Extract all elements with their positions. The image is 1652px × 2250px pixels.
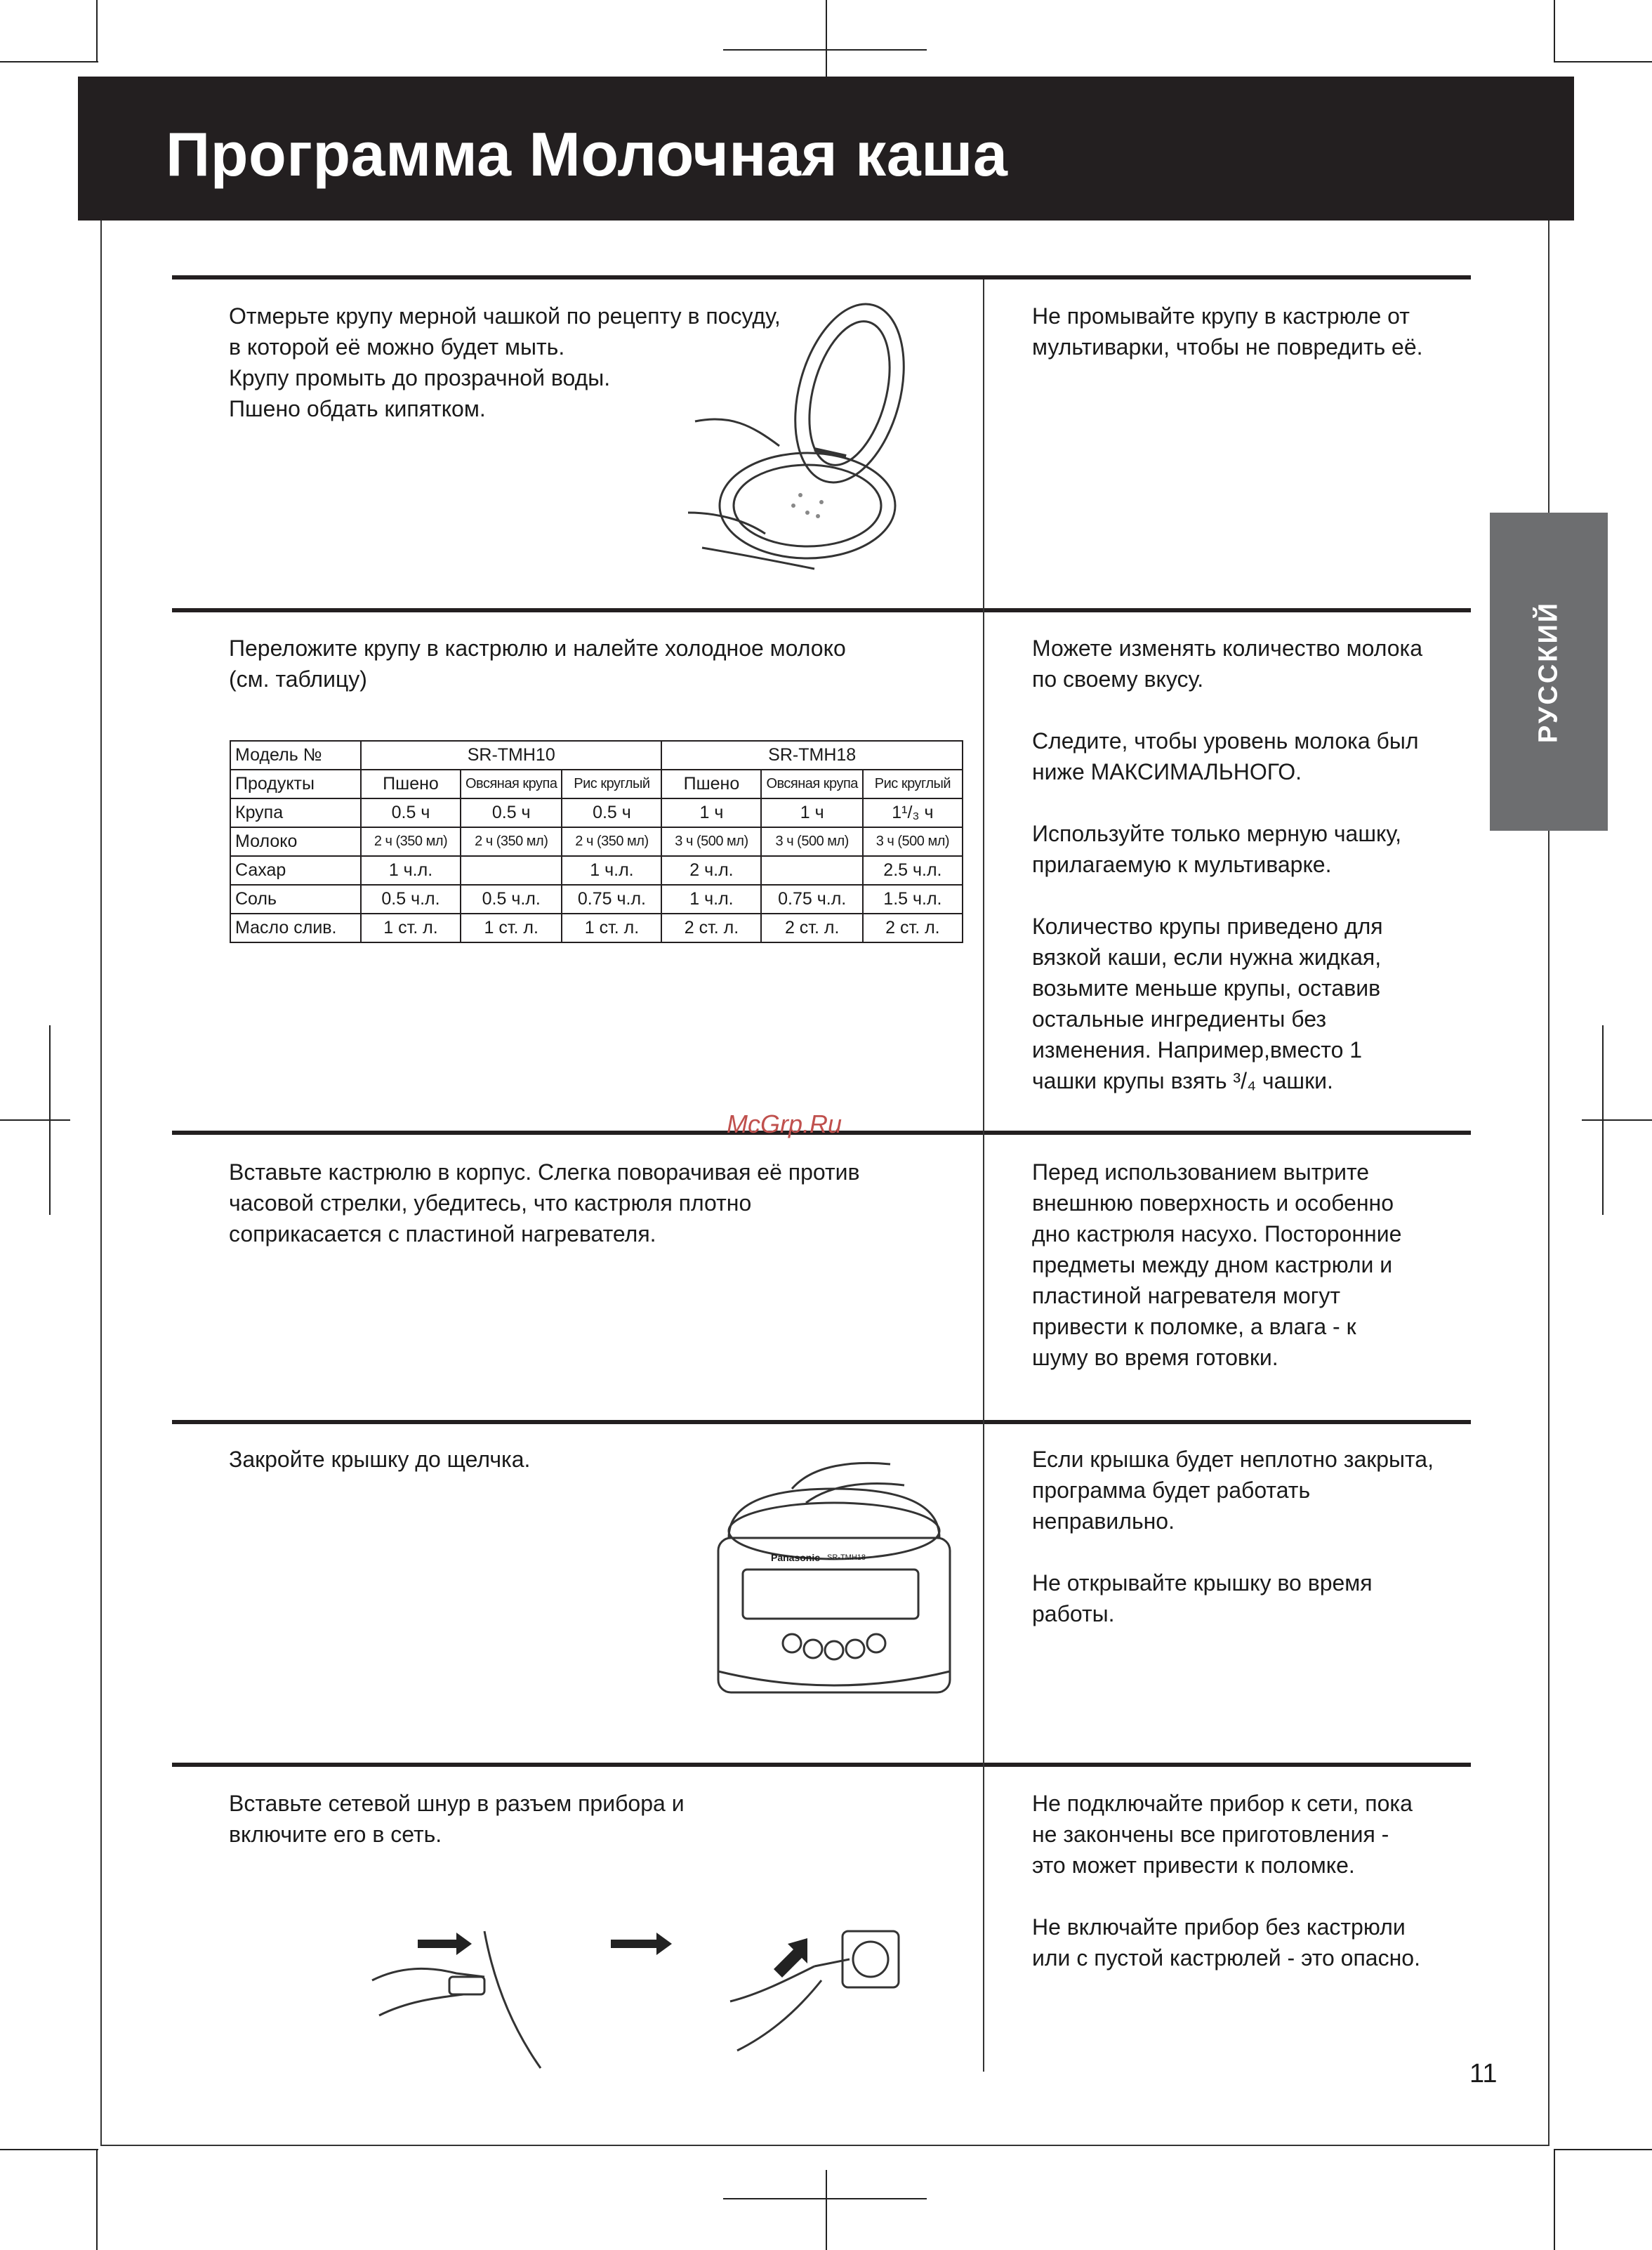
step-3-note-line: дно кастрюля насухо. Посторонние (1032, 1221, 1402, 1246)
step-5-note-line: не закончены все приготовления - (1032, 1822, 1389, 1847)
crop-mark (723, 2198, 927, 2199)
washing-pot-illustration (674, 302, 955, 583)
step-1-note-line: Не промывайте крупу в кастрюле от (1032, 303, 1410, 329)
table-cell: 1 ч.л. (562, 856, 661, 885)
table-cell: 2 ст. л. (761, 914, 862, 942)
step-3-note (1032, 1157, 1401, 1373)
step-3-line: Вставьте кастрюлю в корпус. Слегка поворачивая её против (229, 1159, 860, 1185)
table-cell (461, 856, 562, 885)
table-row (230, 885, 963, 914)
step-2-text (229, 633, 846, 695)
crop-mark (1554, 2149, 1652, 2150)
step-4-note-line: Если крышка будет неплотно закрыта, (1032, 1447, 1434, 1472)
step-2-line: (см. таблицу) (229, 666, 367, 692)
table-cell: 1.5 ч.л. (863, 885, 963, 914)
table-cell: Модель № (230, 741, 361, 770)
step-1-line: Крупу промыть до прозрачной воды. (229, 365, 611, 390)
crop-mark (826, 2170, 827, 2250)
page-frame-left (100, 98, 102, 2145)
table-row (230, 914, 963, 942)
step-4-note-line: Не открывайте крышку во время (1032, 1570, 1373, 1596)
table-cell: 3 ч (500 мл) (661, 827, 761, 856)
table-row (230, 798, 963, 827)
plug-in-illustration (358, 1910, 906, 2079)
step-3-note-line: Перед использованием вытрите (1032, 1159, 1370, 1185)
crop-mark (96, 2149, 98, 2250)
table-cell: Пшено (361, 770, 461, 798)
table-cell: Пшено (661, 770, 761, 798)
table-cell: 2.5 ч.л. (863, 856, 963, 885)
crop-mark (1602, 1025, 1604, 1215)
table-cell: 2 ч (350 мл) (361, 827, 461, 856)
step-4-note-line: программа будет работать (1032, 1478, 1311, 1503)
step-2-note-line: Следите, чтобы уровень молока был (1032, 728, 1419, 754)
table-cell: 1 ст. л. (461, 914, 562, 942)
page-frame-right (1548, 98, 1549, 2145)
table-cell: Крупа (230, 798, 361, 827)
table-cell: 2 ч (350 мл) (562, 827, 661, 856)
language-tab-label: РУССКИЙ (1533, 600, 1564, 743)
section-divider (172, 1420, 1471, 1424)
crop-mark (723, 49, 927, 51)
step-5-line: Вставьте сетевой шнур в разъем прибора и (229, 1791, 685, 1816)
table-cell: 1 ч (761, 798, 862, 827)
table-cell: Соль (230, 885, 361, 914)
table-cell: 1 ч.л. (361, 856, 461, 885)
table-cell: Молоко (230, 827, 361, 856)
step-2-note-line: прилагаемую к мультиварке. (1032, 852, 1332, 877)
step-2-note-line: по своему вкусу. (1032, 666, 1204, 692)
step-2-line: Переложите крупу в кастрюлю и налейте холодное молоко (229, 636, 846, 661)
table-cell: 2 ч.л. (661, 856, 761, 885)
step-2-note-line: изменения. Например,вместо 1 (1032, 1037, 1363, 1062)
section-divider (172, 608, 1471, 612)
table-cell: SR-TMH18 (661, 741, 962, 770)
table-cell: Рис круглый (863, 770, 963, 798)
step-2-note-line: вязкой каши, если нужна жидкая, (1032, 945, 1382, 970)
step-2-note-line: остальные ингредиенты без (1032, 1006, 1326, 1032)
table-cell: Продукты (230, 770, 361, 798)
page-number: 11 (1469, 2059, 1498, 2088)
section-divider (172, 275, 1471, 279)
step-3-note-line: пластиной нагревателя могут (1032, 1283, 1341, 1308)
crop-mark (1554, 0, 1555, 62)
table-cell: 1 ч.л. (661, 885, 761, 914)
table-cell: 1 ст. л. (562, 914, 661, 942)
table-cell: 2 ст. л. (661, 914, 761, 942)
step-2-note-line: ниже МАКСИМАЛЬНОГО. (1032, 759, 1302, 784)
page-frame-bottom (100, 2145, 1549, 2146)
step-2-note-line: Используйте только мерную чашку, (1032, 821, 1402, 846)
step-3-text (229, 1157, 860, 1249)
step-3-line: соприкасается с пластиной нагревателя. (229, 1221, 656, 1246)
step-3-note-line: привести к поломке, а влага - к (1032, 1314, 1356, 1339)
step-5-note-line: Не включайте прибор без кастрюли (1032, 1914, 1406, 1940)
table-cell: 0.5 ч (562, 798, 661, 827)
table-cell: 3 ч (500 мл) (761, 827, 862, 856)
step-4-text (229, 1444, 530, 1475)
step-2-notes (1032, 633, 1422, 1096)
table-row (230, 856, 963, 885)
table-cell: 3 ч (500 мл) (863, 827, 963, 856)
step-2-note-line: возьмите меньше крупы, оставив (1032, 975, 1381, 1001)
column-divider (983, 279, 984, 2072)
illustration-brand: Panasonic (771, 1552, 821, 1563)
step-1-line: Отмерьте крупу мерной чашкой по рецепту в посуду, (229, 303, 781, 329)
step-5-note-line: или с пустой кастрюлей - это опасно. (1032, 1945, 1420, 1971)
crop-mark (826, 0, 827, 77)
crop-mark (1554, 2149, 1555, 2250)
table-cell: Овсяная крупа (761, 770, 862, 798)
table-cell: SR-TMH10 (361, 741, 661, 770)
table-cell: 0.75 ч.л. (761, 885, 862, 914)
crop-mark (0, 61, 98, 63)
step-4-line: Закройте крышку до щелчка. (229, 1447, 531, 1472)
illustration-model: SR-TMH18 (827, 1553, 866, 1562)
step-3-note-line: предметы между дном кастрюли и (1032, 1252, 1393, 1277)
step-4-note-line: работы. (1032, 1601, 1115, 1626)
table-row (230, 741, 963, 770)
crop-mark (1554, 61, 1652, 63)
step-5-line: включите его в сеть. (229, 1822, 442, 1847)
crop-mark (0, 2149, 98, 2150)
crop-mark (49, 1025, 51, 1215)
table-cell: 2 ст. л. (863, 914, 963, 942)
step-3-note-line: шуму во время готовки. (1032, 1345, 1278, 1370)
section-divider (172, 1763, 1471, 1767)
table-cell: 0.75 ч.л. (562, 885, 661, 914)
table-row (230, 827, 963, 856)
table-row (230, 770, 963, 798)
table-cell: Масло слив. (230, 914, 361, 942)
step-5-note-line: Не подключайте прибор к сети, пока (1032, 1791, 1413, 1816)
step-2-note-line: Количество крупы приведено для (1032, 914, 1383, 939)
table-cell: 2 ч (350 мл) (461, 827, 562, 856)
table-cell: 0.5 ч.л. (361, 885, 461, 914)
step-4-notes (1032, 1444, 1434, 1629)
step-1-note-line: мультиварки, чтобы не повредить её. (1032, 334, 1423, 360)
step-4-note-line: неправильно. (1032, 1508, 1175, 1534)
step-3-note-line: внешнюю поверхность и особенно (1032, 1190, 1394, 1216)
table-cell: Овсяная крупа (461, 770, 562, 798)
title-bar (78, 77, 1574, 221)
step-5-notes (1032, 1788, 1420, 1973)
step-2-note-line: чашки крупы взять ³/₄ чашки. (1032, 1068, 1333, 1093)
table-cell: 1 ч (661, 798, 761, 827)
step-5-text (229, 1788, 685, 1850)
step-3-line: часовой стрелки, убедитесь, что кастрюля плотно (229, 1190, 752, 1216)
crop-mark (0, 1119, 70, 1121)
watermark: McGrp.Ru (727, 1110, 842, 1138)
table-cell: Рис круглый (562, 770, 661, 798)
table-cell (761, 856, 862, 885)
language-tab (1490, 513, 1608, 831)
page-title: Программа Молочная каша (166, 119, 1008, 189)
step-1-line: Пшено обдать кипятком. (229, 396, 486, 421)
step-1-note (1032, 301, 1423, 362)
table-cell: 0.5 ч (361, 798, 461, 827)
table-cell: Сахар (230, 856, 361, 885)
closing-lid-illustration (715, 1461, 953, 1715)
step-1-line: в которой её можно будет мыть. (229, 334, 565, 360)
crop-mark (96, 0, 98, 62)
step-5-note-line: это может привести к поломке. (1032, 1853, 1355, 1878)
crop-mark (1582, 1119, 1652, 1121)
table-cell: 1¹/₃ ч (863, 798, 963, 827)
table-cell: 0.5 ч (461, 798, 562, 827)
table-cell: 0.5 ч.л. (461, 885, 562, 914)
table-cell: 1 ст. л. (361, 914, 461, 942)
recipe-table (230, 740, 963, 943)
step-2-note-line: Можете изменять количество молока (1032, 636, 1423, 661)
